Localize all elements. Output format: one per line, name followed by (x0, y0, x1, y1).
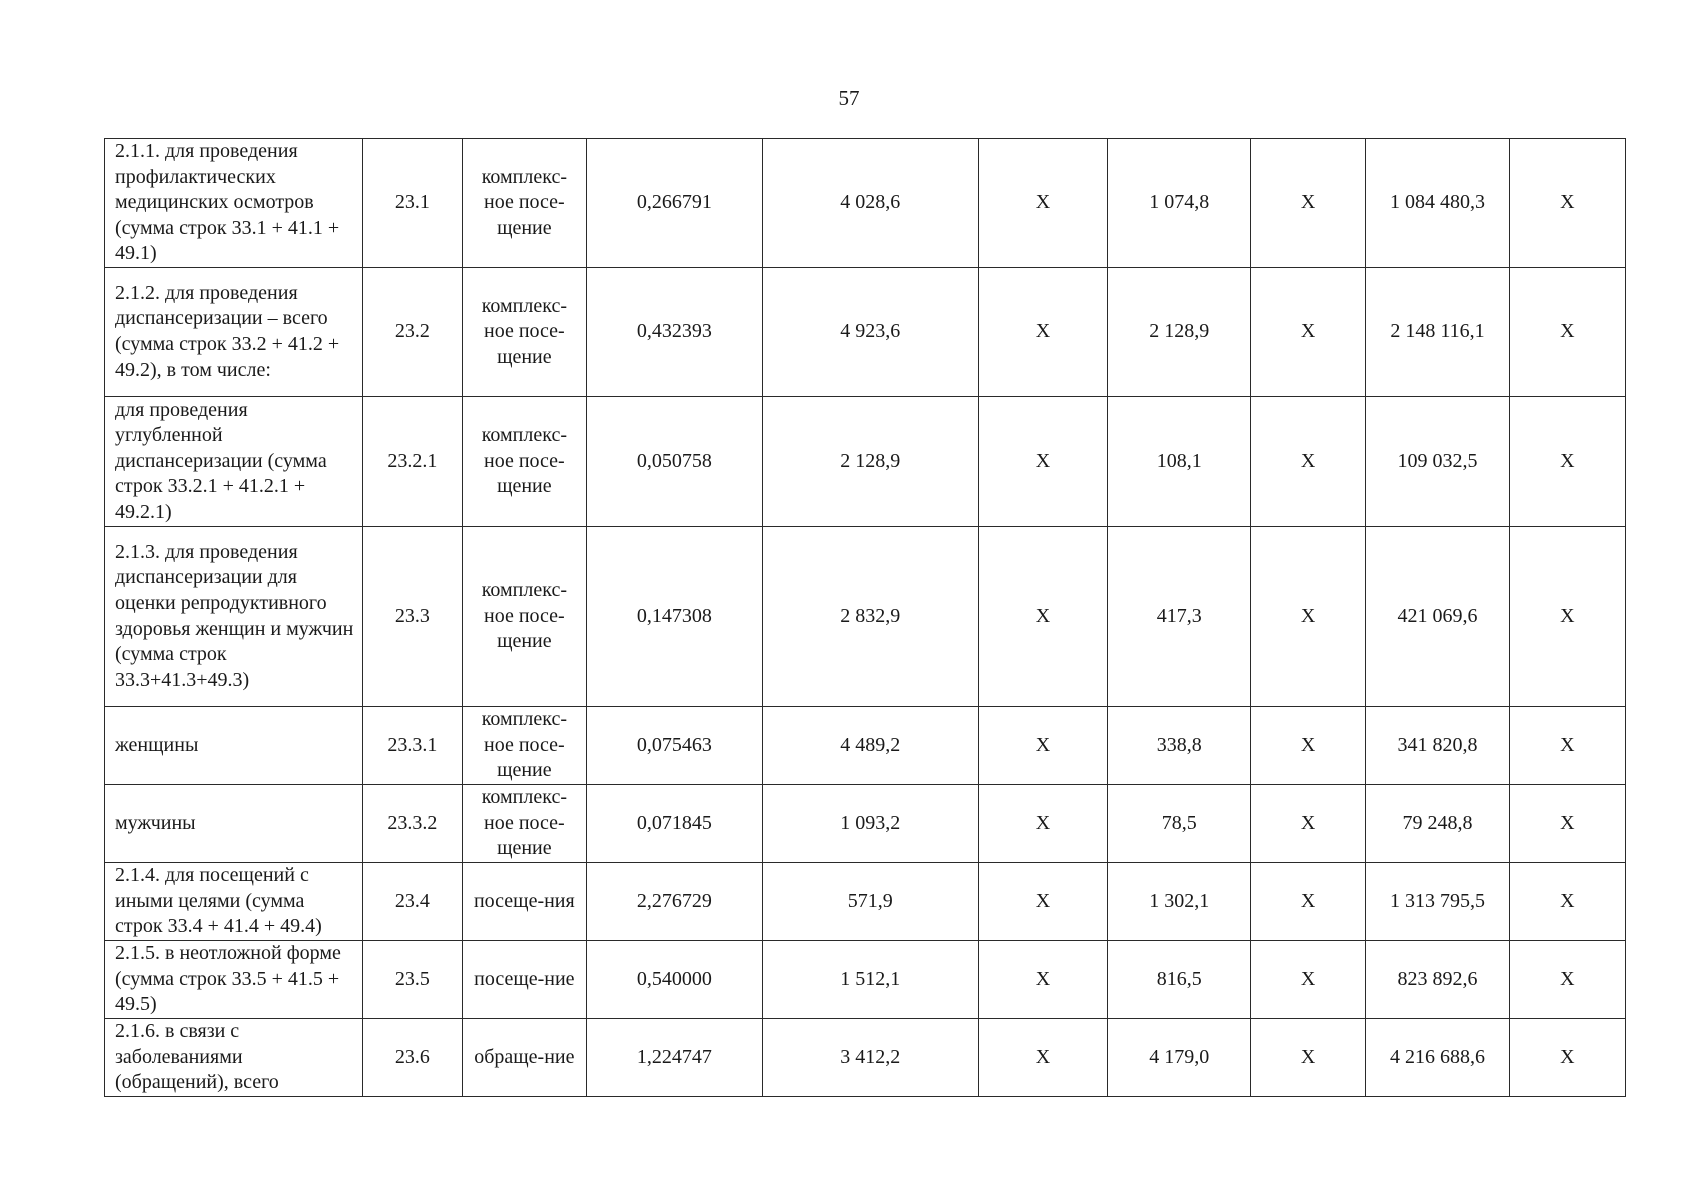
norm-cell: 0,050758 (586, 397, 762, 527)
x-mark-cell: X (1509, 397, 1625, 527)
row-number-cell: 23.3.2 (362, 785, 462, 863)
table-row (105, 863, 1626, 941)
cost-cell: 4 489,2 (763, 707, 978, 785)
total-cell: 2 148 116,1 (1366, 268, 1510, 397)
unit-cell: комплекс-ное посе-щение (463, 397, 587, 527)
x-mark-cell: X (978, 707, 1108, 785)
per-capita-cell: 338,8 (1108, 707, 1251, 785)
x-mark-cell: X (978, 1019, 1108, 1097)
unit-cell: комплекс-ное посе-щение (463, 139, 587, 268)
cost-cell: 571,9 (763, 863, 978, 941)
x-mark-cell: X (978, 785, 1108, 863)
table-row (105, 707, 1626, 785)
row-name-cell: 2.1.1. для проведения профилактических медицинских осмотров (сумма строк 33.1 + 41.1 + 49.1) (105, 139, 363, 268)
norm-cell: 2,276729 (586, 863, 762, 941)
unit-cell: обраще-ние (463, 1019, 587, 1097)
x-mark-cell: X (1251, 785, 1366, 863)
x-mark-cell: X (978, 941, 1108, 1019)
row-name-cell: для проведения углубленной диспансеризации (сумма строк 33.2.1 + 41.2.1 + 49.2.1) (105, 397, 363, 527)
total-cell: 341 820,8 (1366, 707, 1510, 785)
cost-cell: 4 028,6 (763, 139, 978, 268)
row-number-cell: 23.2 (362, 268, 462, 397)
table-row (105, 397, 1626, 527)
x-mark-cell: X (1509, 268, 1625, 397)
norm-cell: 0,432393 (586, 268, 762, 397)
total-cell: 823 892,6 (1366, 941, 1510, 1019)
per-capita-cell: 108,1 (1108, 397, 1251, 527)
row-name-cell: 2.1.2. для проведения диспансеризации – всего (сумма строк 33.2 + 41.2 + 49.2), в том числе: (105, 268, 363, 397)
x-mark-cell: X (1251, 941, 1366, 1019)
per-capita-cell: 2 128,9 (1108, 268, 1251, 397)
row-name-cell: 2.1.5. в неотложной форме (сумма строк 33.5 + 41.5 + 49.5) (105, 941, 363, 1019)
total-cell: 109 032,5 (1366, 397, 1510, 527)
total-cell: 4 216 688,6 (1366, 1019, 1510, 1097)
cost-cell: 1 093,2 (763, 785, 978, 863)
row-name-cell: мужчины (105, 785, 363, 863)
total-cell: 1 084 480,3 (1366, 139, 1510, 268)
row-number-cell: 23.2.1 (362, 397, 462, 527)
x-mark-cell: X (1251, 707, 1366, 785)
x-mark-cell: X (978, 268, 1108, 397)
x-mark-cell: X (1509, 941, 1625, 1019)
x-mark-cell: X (1251, 268, 1366, 397)
row-name-cell: 2.1.3. для проведения диспансеризации для оценки репродуктивного здоровья женщин и мужчин (сумма строк 33.3+41.3+49.3) (105, 527, 363, 707)
x-mark-cell: X (978, 527, 1108, 707)
page-number: 57 (838, 86, 860, 110)
x-mark-cell: X (978, 397, 1108, 527)
norm-cell: 0,266791 (586, 139, 762, 268)
total-cell: 79 248,8 (1366, 785, 1510, 863)
per-capita-cell: 78,5 (1108, 785, 1251, 863)
row-number-cell: 23.1 (362, 139, 462, 268)
unit-cell: посеще-ние (463, 941, 587, 1019)
per-capita-cell: 4 179,0 (1108, 1019, 1251, 1097)
row-number-cell: 23.3.1 (362, 707, 462, 785)
table-row (105, 268, 1626, 397)
norm-cell: 0,147308 (586, 527, 762, 707)
norm-cell: 0,540000 (586, 941, 762, 1019)
cost-cell: 1 512,1 (763, 941, 978, 1019)
x-mark-cell: X (1251, 527, 1366, 707)
table-row (105, 941, 1626, 1019)
x-mark-cell: X (978, 863, 1108, 941)
unit-cell: комплекс-ное посе-щение (463, 527, 587, 707)
cost-cell: 4 923,6 (763, 268, 978, 397)
x-mark-cell: X (1251, 1019, 1366, 1097)
row-name-cell: 2.1.4. для посещений с иными целями (сумма строк 33.4 + 41.4 + 49.4) (105, 863, 363, 941)
x-mark-cell: X (1509, 707, 1625, 785)
total-cell: 1 313 795,5 (1366, 863, 1510, 941)
x-mark-cell: X (1251, 139, 1366, 268)
row-name-cell: 2.1.6. в связи с заболеваниями (обращений), всего (105, 1019, 363, 1097)
unit-cell: посеще-ния (463, 863, 587, 941)
row-number-cell: 23.5 (362, 941, 462, 1019)
row-name-cell: женщины (105, 707, 363, 785)
norm-cell: 1,224747 (586, 1019, 762, 1097)
norm-cell: 0,075463 (586, 707, 762, 785)
x-mark-cell: X (1509, 1019, 1625, 1097)
x-mark-cell: X (1509, 527, 1625, 707)
per-capita-cell: 816,5 (1108, 941, 1251, 1019)
cost-cell: 2 832,9 (763, 527, 978, 707)
x-mark-cell: X (1509, 863, 1625, 941)
unit-cell: комплекс-ное посе-щение (463, 268, 587, 397)
table-row (105, 785, 1626, 863)
per-capita-cell: 417,3 (1108, 527, 1251, 707)
table-row (105, 139, 1626, 268)
x-mark-cell: X (1251, 863, 1366, 941)
x-mark-cell: X (1509, 785, 1625, 863)
x-mark-cell: X (1509, 139, 1625, 268)
cost-cell: 2 128,9 (763, 397, 978, 527)
total-cell: 421 069,6 (1366, 527, 1510, 707)
table-row (105, 1019, 1626, 1097)
x-mark-cell: X (1251, 397, 1366, 527)
x-mark-cell: X (978, 139, 1108, 268)
row-number-cell: 23.3 (362, 527, 462, 707)
row-number-cell: 23.6 (362, 1019, 462, 1097)
per-capita-cell: 1 074,8 (1108, 139, 1251, 268)
table-row (105, 527, 1626, 707)
unit-cell: комплекс-ное посе-щение (463, 707, 587, 785)
per-capita-cell: 1 302,1 (1108, 863, 1251, 941)
unit-cell: комплекс-ное посе-щение (463, 785, 587, 863)
tariff-table (104, 138, 1626, 1097)
row-number-cell: 23.4 (362, 863, 462, 941)
norm-cell: 0,071845 (586, 785, 762, 863)
cost-cell: 3 412,2 (763, 1019, 978, 1097)
